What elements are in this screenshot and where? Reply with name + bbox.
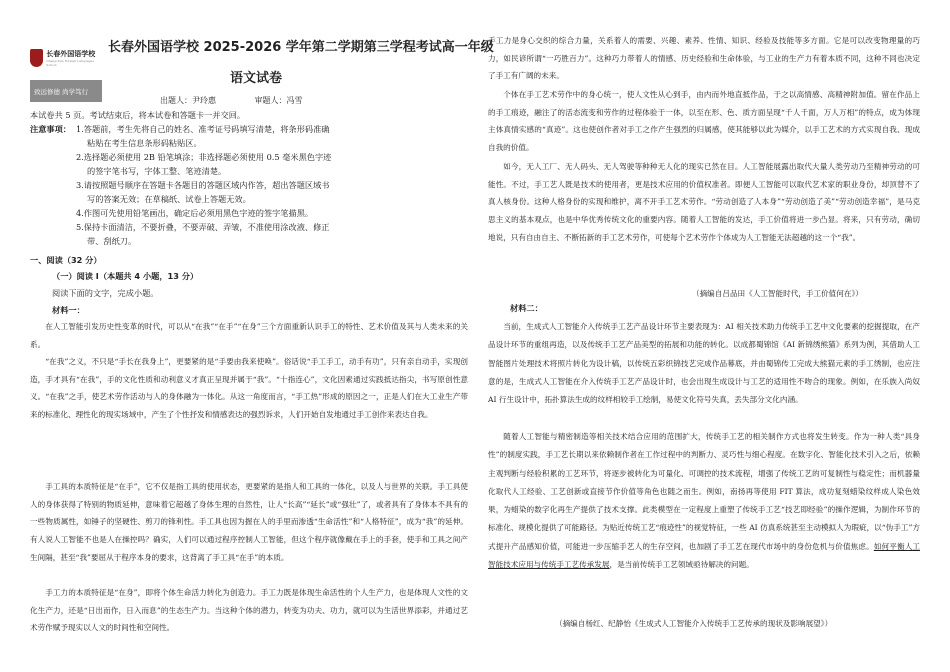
notes-intro: 本试卷共 5 页。考试结束后，将本试卷和答题卡一并交回。 xyxy=(30,110,246,120)
note-line: 5.保持卡面清洁，不要折叠，不要弄破、弄皱，不准使用涂改液、修正 xyxy=(76,222,330,232)
m2-underlined-question: 如何平衡人工智能技术应用与传统手工艺传承发展 xyxy=(488,541,921,570)
m1-paragraph-2: “在我”之义，不只是“手长在我身上”，更要紧的是“手要由我来使唤”。俗话说“手工手工，动手有功”，只有亲自动手，实现创造，手才具有“在我”，手的文化性质和动利意义才真正呈现并属于“我”。“十指连心”，文化因素通过实践抵达指尖，书写原创性意义。“在我”之手，使艺术劳作活动与人的身体融为一体化。从这一角度而言，“手工热”形成的原因之一，正是人们在大工业生产带来的标准化、理性化的现实场域中，产生了个性抒发和情感表达的强烈诉求，人们开始自发地通过手工创作来表达自我。 xyxy=(30,357,468,420)
note-line: 3.请按照题号顺序在答题卡各题目的答题区域内作答，超出答题区域书 xyxy=(76,180,330,190)
material1-label: 材料一： xyxy=(52,305,85,315)
note-line: 2.选择题必须使用 2B 铅笔填涂；非选择题必须使用 0.5 毫米黑色字迹 xyxy=(76,152,332,162)
author-line xyxy=(160,95,339,106)
note-line: 带、刮纸刀。 xyxy=(87,236,137,246)
note-line: 粘贴在考生信息条形码粘贴区。 xyxy=(87,138,202,148)
m1-paragraph-4: 手工力的本质特征是“在身”，即将个体生命活力转化为创造力。手工力既是体现生命活性的个人生产力，也是体现人文性的文化生产力，还是“日出而作，日入而息”的生态生产力。当这种个体的潜力，转变为功夫、功力，就可以为生活世界添彩，并通过艺术劳作赋予现实以人文的时间性和空间性。 xyxy=(30,588,468,633)
school-emblem-icon xyxy=(30,49,43,67)
m1-paragraph-1: 在人工智能引发历史性变革的时代，可以从“在我”“在手”“在身”三个方面重新认识手工的特性、艺术价值及其与人类未来的关系。 xyxy=(30,322,468,349)
m2-paragraph-2-end: ，是当前传统手工艺领域亟待解决的问题。 xyxy=(609,560,754,570)
question-reviewer: 审题人：冯雪 xyxy=(254,96,303,105)
exam-title: 长春外国语学校 2025-2026 学年第二学期第三学程考试高一年级 xyxy=(108,40,494,55)
material2-label: 材料二： xyxy=(510,303,543,313)
m1-paragraph-5: 手工力是身心交织的综合力量，关系着人的需要、兴趣、素养、性情、知识、经验及技能等多方面。它是可以改变物理量的巧力，如民谚所谓“一巧胜百力”。这种巧力带着人的情感、历史经验和生命体验，与工业的生产力有着本质不同，这种不同也决定了手工有广阔的未来。 xyxy=(488,36,920,81)
logo-motto-band xyxy=(30,80,102,102)
exam-subject-title: 语文试卷 xyxy=(230,71,283,86)
m1-paragraph-7: 如今，无人工厂、无人码头、无人驾驶等种种无人化的现实已然在目。人工智能展露出取代大量人类劳动乃至精神劳动的可能性。不过，手工艺人既是技术的使用者，更是技术应用的价值权准者。即便人工智能可以取代艺术家的职业身份，却顶替不了真人核身份。这种人格身份的实现和维护，离不开手工艺术劳作。“劳动创造了人本身”“劳动创造了美”“劳动创造幸福”，是马克思主义的基本观点，也是中华优秀传统文化的重要内容。随着人工智能的发达，手工价值将进一步凸显。将来，只有劳动，确切地说，只有自由自主、不断拓新的手工艺术劳作，可使每个艺术劳作个体成为人工智能无法超越的这一个“我”。 xyxy=(488,162,920,242)
logo-motto: 致远修德 尚学笃行 xyxy=(34,87,89,96)
material1-source: （摘编自吕品田《人工智能时代，手工价值何在》） xyxy=(692,289,863,298)
section-heading: 一、阅读（32 分） xyxy=(30,255,102,265)
material2-source: （摘编自杨红、纪静怡《生成式人工智能介入传统手工艺传承的现状及影响展望》） xyxy=(555,619,833,628)
school-logo xyxy=(30,36,102,114)
note-line: 4.作图可先使用铅笔画出，确定后必须用黑色字迹的签字笔描黑。 xyxy=(76,208,314,218)
m1-paragraph-3: 手工具的本质特征是“在手”，它不仅是指工具的使用状态，更要紧的是指人和工具的一体化，以及人与世界的关联。手工具使人的身体获得了特别的物质延伸，意味着它超越了身体生理的自然性，让人“长高”“延长”或“强壮”了，或者具有了身体本不具有的一些物质属性，如锤子的坚硬性、剪刀的锋利性。手工具也因为握在人的手里而渗透“生命活性”和“人格特征”，成为“我”的延伸。有人说人工智能不也是人在操控吗？确实，人们可以通过程序控制人工智能，但这个程序就像戴在手上的手套，使手和工具之间产生间隔，甚至“我”要屈从于程序本身的要求，这背离了手工具“在手”的本质。 xyxy=(30,482,468,562)
m2-paragraph-2-text: 随着人工智能与精密制造等相关技术结合应用的范围扩大，传统手工艺的相关制作方式也将发生转变。作为一种人类“具身性”的制度实践，手工艺长期以来依赖制作者在工作过程中的判断力、灵巧性与细心程度。在数字化、智能化技术引入之后，依赖主观判断与经验积累的工艺环节，将逐步被转化为可量化、可调控的技术流程，增强了传统工艺的可复制性与稳定性；而机器量化取代人工经验、工艺创新或直接节作价值等角色也随之而生。例如，南扬再等使用 FIT 算法，成功复刻蜡染纹样成人染色效果，为蜡染的数字化再生产提供了技术支撑。此类模型在一定程度上重塑了传统手工艺“技艺即经验”的操作逻辑，为制作环节的标准化、规模化提供了可能路径。为贴近传统工艺“痕迹性”的视觉特征，一些 AI 仿真系统甚至主动模拟人为瑕疵，以“伪手工”方式提升产品感知价值，可能进一步压缩手艺人的生存空间，也加剧了手工艺在现代市场中的身份危机与价值焦虑。 xyxy=(488,432,920,551)
instruction-text: 阅读下面的文字，完成小题。 xyxy=(52,288,159,298)
subsection-heading: （一）阅读 I（本题共 4 小题，13 分） xyxy=(52,271,199,281)
m1-paragraph-6: 个体在手工艺术劳作中的身心统一，使人文性从心到手，由内而外地直抵作品，于之以高情感、高精神附加值。留在作品上的手工痕迹，融注了的活态流变和劳作的过程体验于一体，以至在形、色、质方面呈现“千人千面，万人万相”的特点，成为体现主体真情实感的“真迹”。这也使创作者对手工之作产生强烈的归属感，使其能够以此为媒介，以手工艺术的方式实现自我、现成自我的价值。 xyxy=(488,90,920,153)
note-line: 的签字笔书写，字体工整、笔迹清楚。 xyxy=(87,166,227,176)
note-line: 写的答案无效；在草稿纸、试卷上答题无效。 xyxy=(87,194,251,204)
note-line: 1.答题前，考生先将自己的姓名、准考证号码填写清楚，将条形码准确 xyxy=(76,124,330,134)
logo-english-name: Changchun Foreign Languages School xyxy=(46,59,94,67)
notes-label: 注意事项： xyxy=(30,124,71,134)
m2-paragraph-1: 当前，生成式人工智能介入传统手工艺产品设计环节主要表现为：AI 相关技术助力传统手工艺中文化要素的挖掘提取，在产品设计环节的重组再造，以及传统手工艺产品美型的拓展和功能的转化。以成都蜀锦馆《AI 新锦绣熊猫》系列为例，其借助人工智能图片处理技术将照片转化为设计稿，以传统五彩织锦技艺完成作品幕底，并由蜀锦传工完成大熊猫元素的手工绣制，也应注意的是，生成式人工智能在介入传统手工艺产品设计时，也会出现生成设计与工艺的适用性不吻合的现象。例如，在乐族入尚奴 AI 行生设计中，拓扑算法生成的纹样相较手工绘制，易使文化符号失真，丢失部分文化内涵。 xyxy=(488,322,920,405)
m2-paragraph-2 xyxy=(488,428,920,574)
logo-school-name: 长春外国语学校 xyxy=(46,49,96,58)
question-author: 出题人：尹玲惠 xyxy=(160,96,216,105)
